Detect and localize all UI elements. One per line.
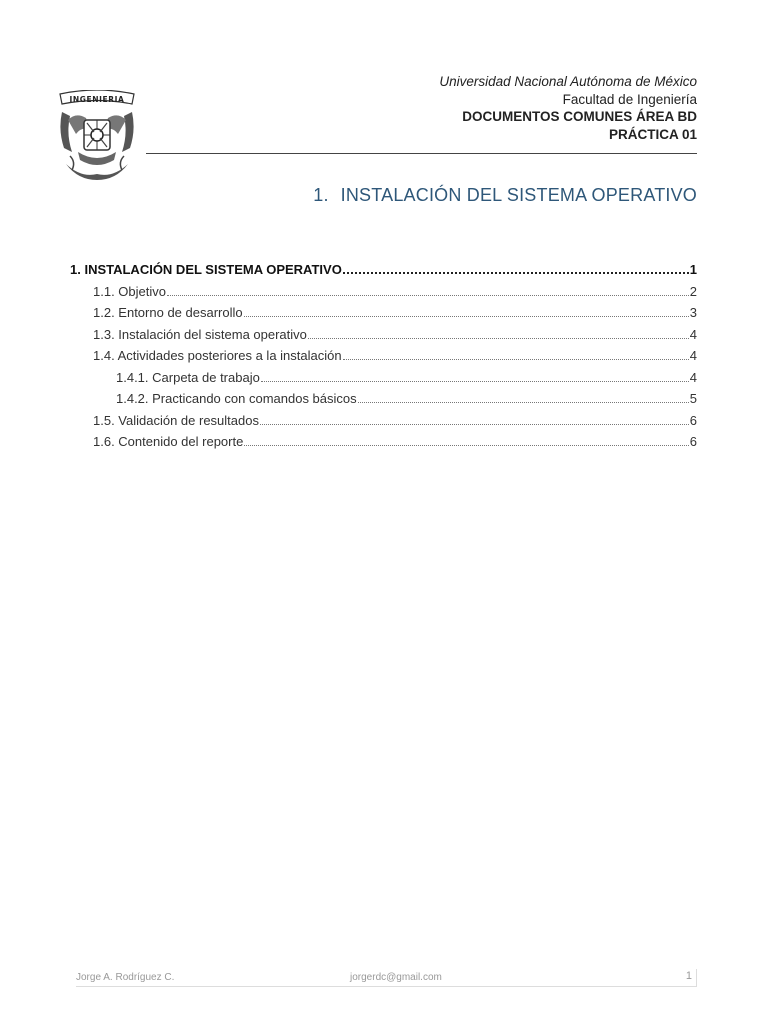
- toc-leader: [167, 295, 689, 296]
- toc-leader: [358, 402, 689, 403]
- toc-leader: [343, 359, 689, 360]
- toc-leader: [260, 424, 689, 425]
- toc-leader: [308, 338, 689, 339]
- toc-entry[interactable]: [70, 262, 697, 284]
- toc-leader: [261, 381, 689, 382]
- toc-leader: [244, 316, 689, 317]
- toc-entry[interactable]: [70, 327, 697, 349]
- toc-entry-page: 6: [689, 412, 697, 428]
- toc-entry-page: 3: [689, 305, 697, 320]
- toc-entry[interactable]: [70, 348, 697, 370]
- toc-entry-page: 4: [689, 348, 697, 363]
- toc-entry-label: 1.4. Actividades posteriores a la instalación: [93, 348, 342, 363]
- toc-entry-page: 6: [689, 434, 697, 449]
- toc-entry-label: 1.1. Objetivo: [93, 283, 166, 299]
- toc-entry[interactable]: [70, 413, 697, 435]
- faculty-name: Facultad de Ingeniería: [562, 91, 697, 107]
- toc-leader: [244, 445, 688, 446]
- toc-entry-label: 1.3. Instalación del sistema operativo: [93, 326, 307, 342]
- university-name: Universidad Nacional Autónoma de México: [439, 74, 697, 89]
- footer-email[interactable]: jorgerdc@gmail.com: [350, 972, 442, 983]
- toc-entry-label: 1.6. Contenido del reporte: [93, 434, 244, 449]
- toc-entry-label: 1. INSTALACIÓN DEL SISTEMA OPERATIVO: [70, 262, 342, 277]
- toc-entry-label: 1.2. Entorno de desarrollo: [93, 305, 243, 320]
- section-title-number: 1.: [313, 185, 329, 205]
- documents-area: DOCUMENTOS COMUNES ÁREA BD: [462, 109, 697, 124]
- toc-entry-page: 4: [689, 326, 697, 342]
- faculty-logo: [56, 90, 138, 182]
- section-title-text: INSTALACIÓN DEL SISTEMA OPERATIVO: [340, 185, 697, 205]
- footer-page-number: 1: [685, 970, 692, 982]
- toc-entry-page: 5: [689, 391, 697, 406]
- table-of-contents: [70, 262, 697, 456]
- toc-entry[interactable]: [70, 305, 697, 327]
- toc-entry[interactable]: [70, 370, 697, 392]
- section-title: [313, 185, 697, 206]
- footer-vertical-divider: [696, 969, 697, 987]
- document-header: [439, 73, 697, 143]
- toc-entry-label: 1.5. Validación de resultados: [93, 412, 259, 428]
- toc-entry-page: 4: [689, 369, 697, 385]
- header-divider: [146, 153, 697, 154]
- toc-entry[interactable]: [70, 391, 697, 413]
- footer-author: Jorge A. Rodríguez C.: [76, 972, 175, 983]
- practice-number: PRÁCTICA 01: [608, 126, 697, 142]
- toc-entry-label: 1.4.1. Carpeta de trabajo: [116, 369, 260, 385]
- footer-divider: [76, 986, 697, 987]
- toc-entry-label: 1.4.2. Practicando con comandos básicos: [116, 391, 357, 406]
- toc-entry[interactable]: [70, 284, 697, 306]
- toc-leader: [343, 272, 689, 274]
- toc-entry-page: 2: [689, 283, 697, 299]
- toc-entry[interactable]: [70, 434, 697, 456]
- toc-entry-page: 1: [689, 262, 697, 277]
- logo-text: INGENIERIA: [69, 95, 125, 104]
